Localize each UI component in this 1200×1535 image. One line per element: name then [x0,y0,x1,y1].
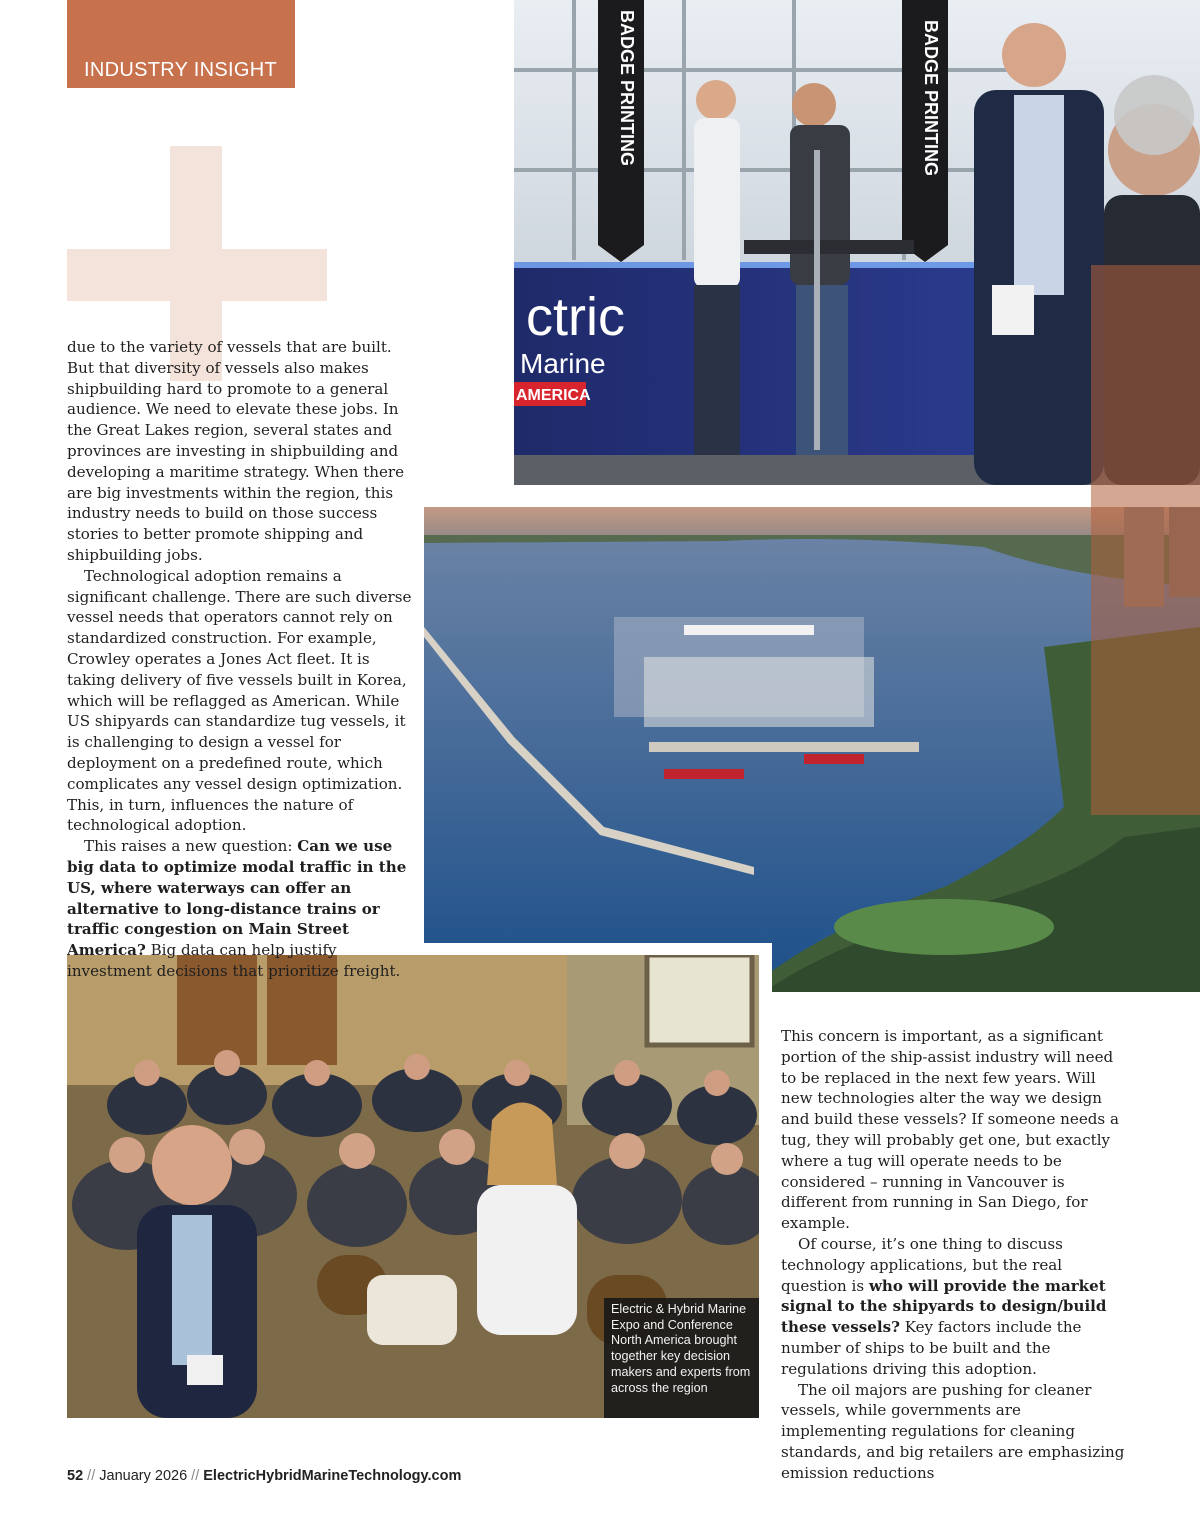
decorative-overlay-bar [1091,265,1200,815]
article-paragraph [67,836,412,982]
highlight-question: who will provide the market signal to the shipyards to design/build these vessels? [781,1276,1107,1337]
photo-caption [604,1298,759,1418]
highlight-question: Can we use big data to optimize modal traffic in the US, where waterways can offer an alternative to long-distance trains or traffic congestion on Main Street America? [67,837,407,960]
harbor-photo [424,507,1200,992]
article-paragraph: This concern is important, as a significant portion of the ship-assist industry will need to be replaced in the next few years. Will new technologies alter the way we design and build these vessels? If someone needs a tug, they will probably get one, but exactly where a tug will operate needs to be considered – running in Vancouver is different from running in San Diego, for example. [781,1027,1119,1233]
paragraph-lead: This raises a new question: [84,837,298,856]
audience-photo [67,955,759,1418]
footer-separator: // [87,1468,96,1484]
paragraph-lead: Of course, it’s one thing to discuss technology applications, but the real question is [781,1234,1063,1295]
photo-caption-text: Electric & Hybrid Marine Expo and Conference North America brought together key decision makers and experts from across the region [611,1302,751,1395]
paragraph-tail: Key factors include the number of ships to be built and the regulations driving this adoption. [781,1318,1082,1378]
page-footer [67,1468,461,1484]
booth-text-2: Marine [520,348,606,379]
booth-text-3: AMERICA [516,387,591,404]
banner-right-text: BADGE PRINTING [921,20,941,177]
issue-date: January 2026 [99,1468,188,1484]
booth-text-1: ctric [526,287,625,347]
article-paragraph: The oil majors are pushing for cleaner vessels, while governments are implementing regulations for cleaning standards, and big retailers are emphasizing emission reductions [781,1380,1125,1482]
article-column-right [781,1026,1126,1484]
article-paragraph: Technological adoption remains a significant challenge. There are such diverse vessel needs that operators cannot rely on standardized construction. For example, Crowley operates a Jones Act fleet. It is taking delivery of five vessels built in Korea, which will be reflagged as American. While US shipyards can standardize tug vessels, it is challenging to design a vessel for deployment on a predefined route, which complicates any vessel design optimization. This, in turn, influences the nature of technological adoption. [67,566,412,835]
footer-separator: // [191,1468,200,1484]
article-column-left [67,337,412,982]
page-number: 52 [67,1468,84,1484]
section-tag [67,0,295,88]
banner-left-text: BADGE PRINTING [617,10,637,167]
website-link[interactable]: ElectricHybridMarineTechnology.com [203,1468,462,1484]
decorative-plus-horizontal [67,249,327,301]
section-tag-label: INDUSTRY INSIGHT [84,59,277,81]
article-paragraph: due to the variety of vessels that are built. But that diversity of vessels also makes shipbuilding hard to promote to a general audience. We need to elevate these jobs. In the Great Lakes region, several states and provinces are investing in shipbuilding and developing a maritime strategy. When there are big investments within the region, this industry needs to build on those success stories to better promote shipping and shipbuilding jobs. [67,338,405,564]
paragraph-tail: Big data can help justify investment decisions that prioritize freight. [67,941,401,980]
article-paragraph [781,1234,1126,1380]
